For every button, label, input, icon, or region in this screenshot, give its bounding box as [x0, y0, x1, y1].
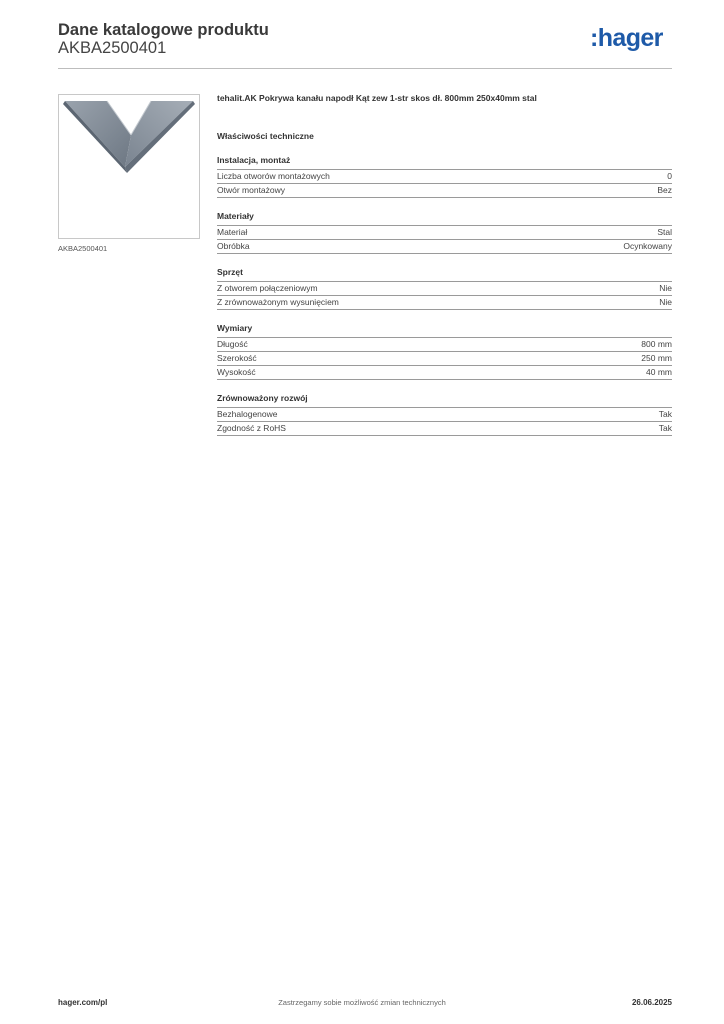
spec-row [217, 282, 672, 296]
section-title: Instalacja, montaż [217, 154, 672, 170]
footer-date: 26.06.2025 [631, 998, 672, 1007]
spec-value: Nie [659, 283, 672, 293]
spec-row [217, 240, 672, 254]
section-title: Wymiary [217, 322, 672, 338]
spec-section [217, 322, 672, 380]
spec-row [217, 352, 672, 366]
product-description: tehalit.AK Pokrywa kanału napodł Kąt zew 1-str skos dł. 800mm 250x40mm stal [217, 93, 537, 103]
spec-label: Długość [217, 339, 248, 349]
spec-value: Nie [659, 297, 672, 307]
spec-section [217, 392, 672, 436]
section-title: Zrównoważony rozwój [217, 392, 672, 408]
spec-label: Bezhalogenowe [217, 409, 278, 419]
spec-section [217, 266, 672, 310]
spec-row [217, 408, 672, 422]
section-title: Materiały [217, 210, 672, 226]
spec-value: 40 mm [646, 367, 672, 377]
specification-panel [217, 92, 672, 436]
spec-value: Stal [657, 227, 672, 237]
technical-heading: Właściwości techniczne [217, 131, 314, 141]
corner-cover-illustration [59, 95, 199, 238]
page-title: Dane katalogowe produktu [58, 21, 269, 39]
spec-label: Materiał [217, 227, 248, 237]
spec-label: Z otworem połączeniowym [217, 283, 318, 293]
spec-row [217, 338, 672, 352]
spec-label: Wysokość [217, 367, 256, 377]
product-image [58, 94, 200, 239]
spec-label: Zgodność z RoHS [217, 423, 286, 433]
spec-label: Szerokość [217, 353, 257, 363]
spec-label: Otwór montażowy [217, 185, 286, 195]
footer-disclaimer: Zastrzegamy sobie możliwość zmian technicznych [278, 998, 446, 1007]
technical-sections [217, 154, 672, 436]
spec-value: Tak [658, 409, 672, 419]
spec-value: Tak [658, 423, 672, 433]
spec-value: Bez [657, 185, 672, 195]
spec-value: Ocynkowany [623, 241, 672, 251]
spec-label: Z zrównoważonym wysunięciem [217, 297, 339, 307]
spec-label: Liczba otworów montażowych [217, 171, 330, 181]
spec-row [217, 184, 672, 198]
spec-section [217, 154, 672, 198]
header-divider [58, 68, 672, 69]
spec-row [217, 226, 672, 240]
spec-value: 250 mm [641, 353, 672, 363]
product-code: AKBA2500401 [58, 39, 167, 57]
spec-label: Obróbka [217, 241, 250, 251]
spec-value: 800 mm [641, 339, 672, 349]
spec-row [217, 170, 672, 184]
section-title: Sprzęt [217, 266, 672, 282]
spec-row [217, 296, 672, 310]
image-caption: AKBA2500401 [58, 244, 108, 253]
spec-section [217, 210, 672, 254]
footer-website: hager.com/pl [58, 998, 108, 1007]
spec-row [217, 422, 672, 436]
spec-row [217, 366, 672, 380]
spec-value: 0 [667, 171, 672, 181]
hager-logo: :hager [590, 24, 663, 52]
